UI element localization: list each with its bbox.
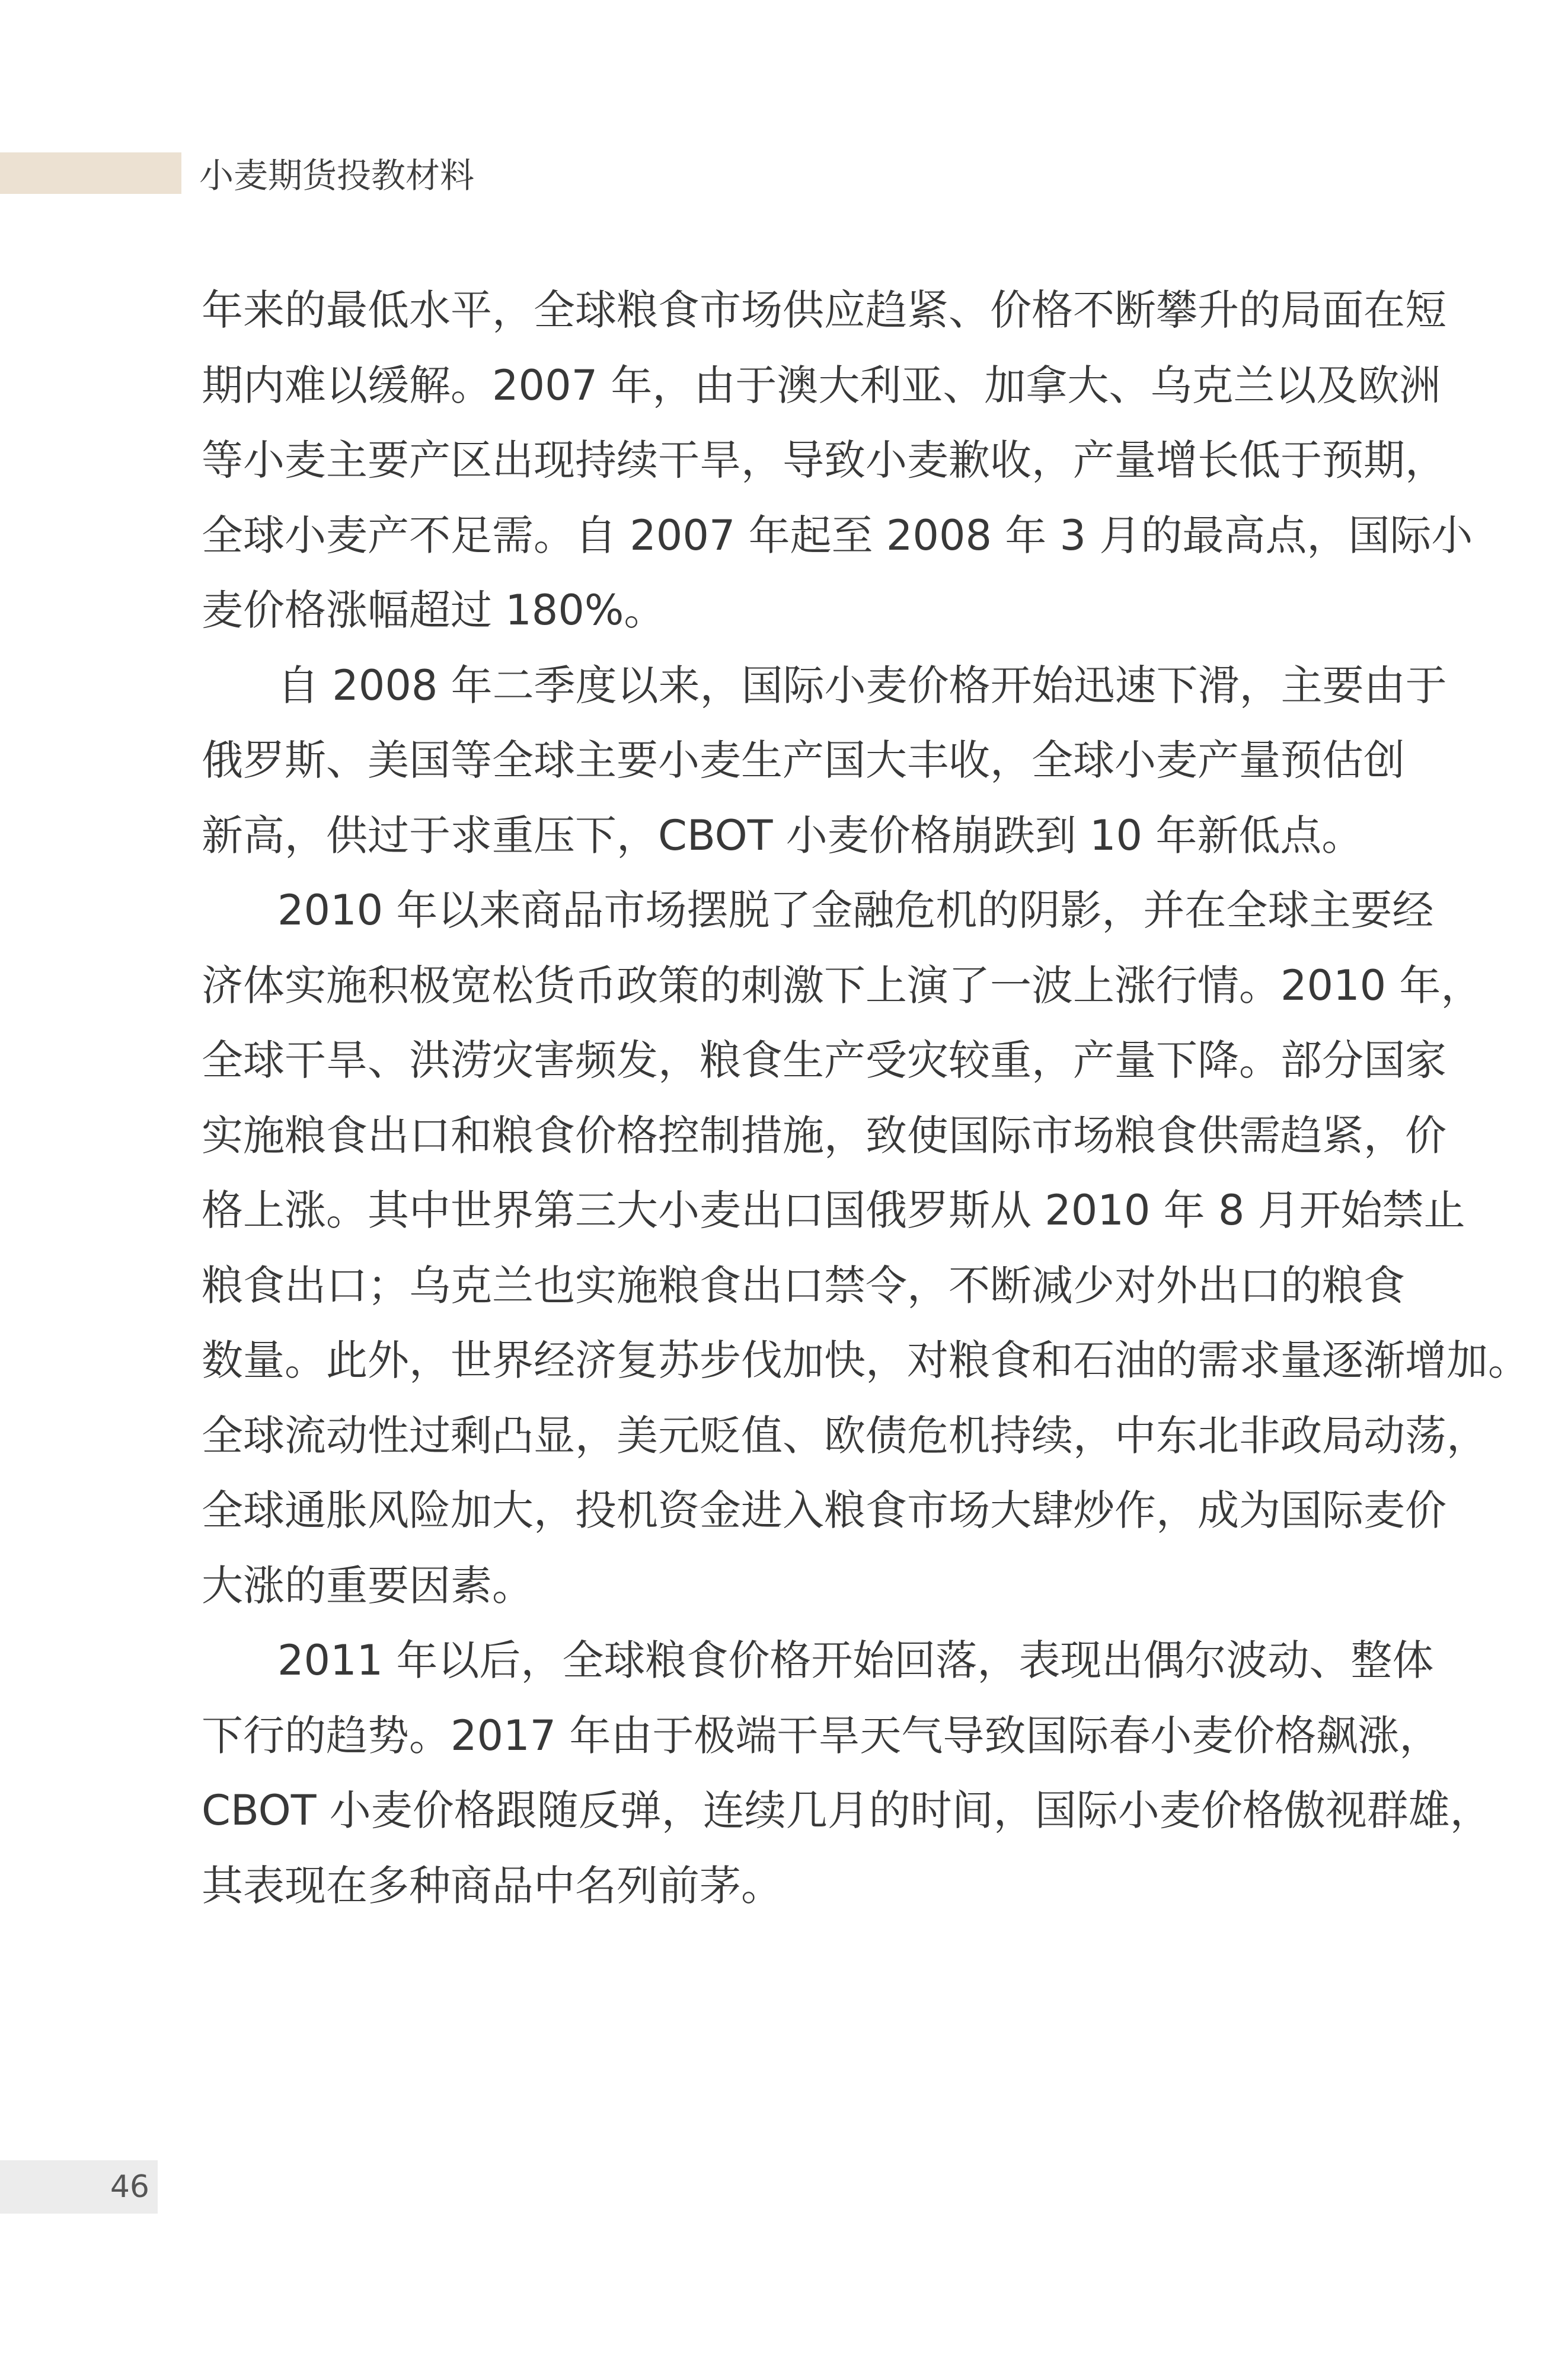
body-line: 粮食出口；乌克兰也实施粮食出口禁令，不断减少对外出口的粮食	[202, 1261, 1405, 1310]
body-line: 全球通胀风险加大，投机资金进入粮食市场大肆炒作，成为国际麦价	[202, 1486, 1446, 1535]
body-line: 等小麦主要产区出现持续干旱，导致小麦歉收，产量增长低于预期，	[202, 436, 1446, 484]
body-line: 年来的最低水平，全球粮食市场供应趋紧、价格不断攀升的局面在短	[202, 286, 1446, 334]
body-line: 格上涨。其中世界第三大小麦出口国俄罗斯从 2010 年 8 月开始禁止	[202, 1186, 1465, 1235]
body-line: 全球小麦产不足需。自 2007 年起至 2008 年 3 月的最高点，国际小	[202, 511, 1473, 560]
paragraph-first-line: 2011 年以后，全球粮食价格开始回落，表现出偶尔波动、整体	[277, 1636, 1434, 1685]
body-line: 数量。此外，世界经济复苏步伐加快，对粮食和石油的需求量逐渐增加。	[202, 1336, 1529, 1385]
body-line: 全球干旱、洪涝灾害频发，粮食生产受灾较重，产量下降。部分国家	[202, 1036, 1446, 1085]
body-line: 麦价格涨幅超过 180%。	[202, 586, 666, 635]
body-line: 济体实施积极宽松货币政策的刺激下上演了一波上涨行情。2010 年，	[202, 961, 1483, 1010]
body-line: 新高，供过于求重压下，CBOT 小麦价格崩跌到 10 年新低点。	[202, 811, 1363, 860]
body-line: 其表现在多种商品中名列前茅。	[202, 1861, 783, 1910]
body-line: CBOT 小麦价格跟随反弹，连续几月的时间，国际小麦价格傲视群雄，	[202, 1786, 1492, 1835]
paragraph-first-line: 2010 年以来商品市场摆脱了金融危机的阴影，并在全球主要经	[277, 886, 1434, 935]
body-line: 期内难以缓解。2007 年，由于澳大利亚、加拿大、乌克兰以及欧洲	[202, 361, 1441, 410]
body-line: 下行的趋势。2017 年由于极端干旱天气导致国际春小麦价格飙涨，	[202, 1711, 1441, 1760]
page-number: 46	[110, 2169, 149, 2205]
running-header-title: 小麦期货投教材料	[199, 155, 475, 196]
body-line: 大涨的重要因素。	[202, 1561, 534, 1610]
body-line: 实施粮食出口和粮食价格控制措施，致使国际市场粮食供需趋紧，价	[202, 1111, 1446, 1160]
body-line: 俄罗斯、美国等全球主要小麦生产国大丰收，全球小麦产量预估创	[202, 736, 1405, 785]
header-accent-bar	[0, 152, 181, 194]
body-line: 全球流动性过剩凸显，美元贬值、欧债危机持续，中东北非政局动荡，	[202, 1411, 1488, 1460]
paragraph-first-line: 自 2008 年二季度以来，国际小麦价格开始迅速下滑，主要由于	[277, 661, 1447, 710]
